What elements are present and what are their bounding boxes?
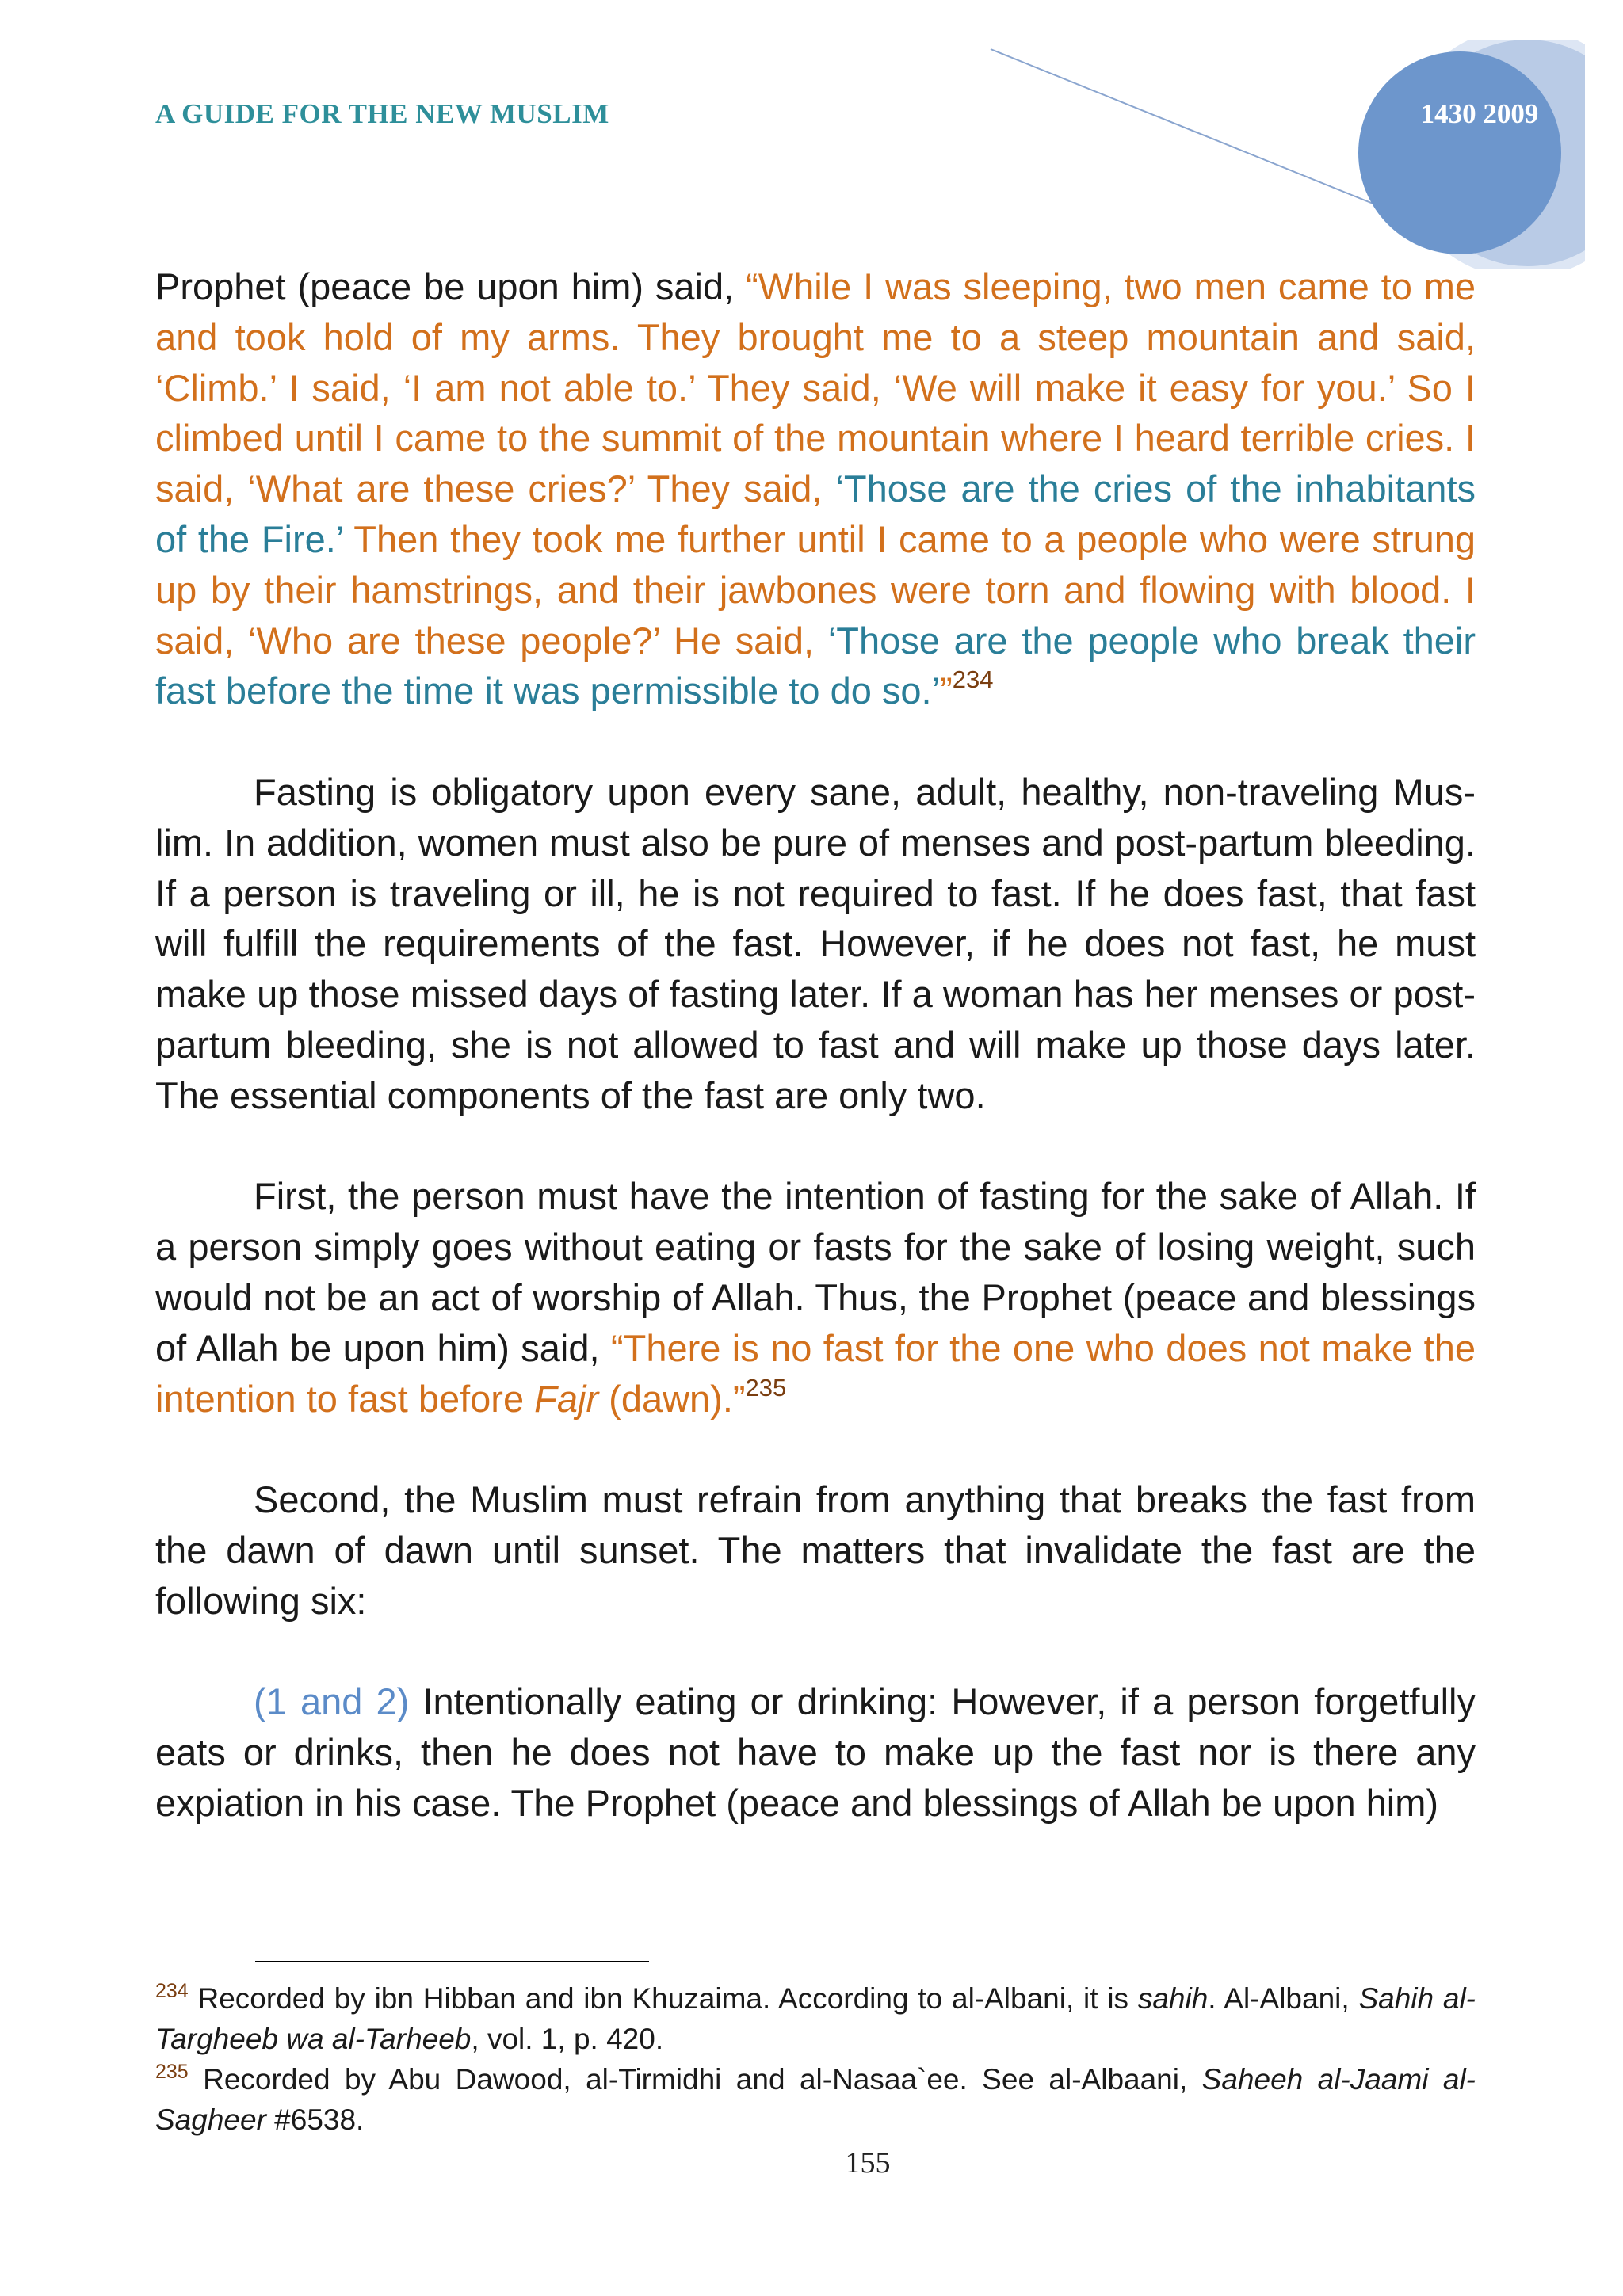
quote-italic: Fajr: [534, 1377, 599, 1420]
quote-text: “While I was sleeping, two men came to me and took hold of my arms. They brought me to a steep mountain and said, ‘Climb.’ I said, ‘I am not able to.’ They said, ‘We will make it easy for you.’ So I climbed until I came to the summit of the mountain where I heard terrible cries. I said, ‘What are these cries?’ They said,: [155, 265, 1476, 510]
paragraph-obligation: Fasting is obligatory upon every sane, adult, healthy, non-traveling Muslim. In addition, women must also be pure of menses and post-partum bleeding. If a person is traveling or ill, he is not required to fast. If he does fast, that fast will fulfill the requirements of the fast. However, if he does not fast, he must make up those missed days of fasting later. If a woman has her menses or post-partum bleeding, she is not allowed to fast and will make up those days later. The essential components of the fast are only two.: [155, 770, 1476, 1116]
footnote-ref-234[interactable]: 234: [952, 666, 994, 694]
paragraph-refrain: Second, the Muslim must refrain from anything that breaks the fast from the dawn of dawn until sunset. The matters that invalidate the fast are the following six:: [155, 1478, 1476, 1622]
footnote-235: [155, 2059, 1476, 2140]
quote-text-alt: ‘Those are the cries of the inhabitants of the Fire.’: [155, 467, 1476, 560]
footnote-text: Recorded by ibn Hibban and ibn Khuzaima. According to al-Albani, it is: [188, 1982, 1138, 2015]
header-diagonal-line: [991, 49, 1379, 206]
footnote-text: Recorded by Abu Dawood, al-Tirmidhi and al-Nasaa`ee. See al-Albaani,: [188, 2063, 1202, 2096]
paragraph-text: First, the person must have the intention of fasting for the sake of Allah. If a person simply goes without eating or fasts for the sake of losing weight, such would not be an act of worship of Allah. Thus, the Prophet (peace and blessings of Allah be upon him) said,: [155, 1175, 1476, 1369]
header-decoration: [983, 40, 1585, 269]
footnote-234: [155, 1978, 1476, 2059]
footnote-italic: Sahih al-Targheeb wa al-Tarheeb: [155, 1982, 1476, 2055]
header-circle: [1358, 51, 1561, 254]
footnote-number: 235: [155, 2061, 189, 2083]
header-year: 1430 2009: [1420, 98, 1539, 129]
page-body: [155, 261, 1476, 1879]
footnote-text: . Al-Albani,: [1208, 1982, 1359, 2015]
quote-close: ”: [940, 669, 953, 712]
footnote-text: , vol. 1, p. 420.: [471, 2023, 664, 2055]
header-title: A GUIDE FOR THE NEW MUSLIM: [155, 98, 609, 129]
quote-text: (dawn).”: [598, 1377, 746, 1420]
quote-text: “There is no fast for the one who does not make the intention to fast before: [155, 1326, 1476, 1420]
footnote-divider: [255, 1961, 649, 1962]
paragraph-eating-drinking: [155, 1676, 1476, 1828]
paragraph-text: Prophet (peace be upon him) said,: [155, 265, 747, 307]
quote-text: Then they took me further until I came to a people who were strung up by their hamstrings, and their jawbones were torn and flowing with blood. I said, ‘Who are these people?’ He said,: [155, 517, 1476, 662]
paragraph-text: Intentionally eating or drinking: However, if a person forgetfully eats or drinks, then he does not have to make up the fast nor is there any expiation in his case. The Prophet (peace and blessings of Allah be upon him): [155, 1680, 1476, 1824]
footnote-ref-235[interactable]: 235: [745, 1373, 787, 1402]
page-number: 155: [845, 2146, 891, 2180]
paragraph-intention: [155, 1171, 1476, 1424]
footnote-italic: Saheeh al-Jaami al-Sagheer: [155, 2063, 1476, 2136]
footnote-text: #6538.: [265, 2103, 365, 2136]
footnote-number: 234: [155, 1980, 189, 2002]
footnote-italic: sahih: [1137, 1982, 1209, 2015]
paragraph-hadith-quote: [155, 261, 1476, 716]
footnotes: [155, 1978, 1476, 2140]
item-number-label: (1 and 2): [254, 1680, 410, 1723]
quote-text-alt: ‘Those are the people who break their fast before the time it was permissible to do so.’: [155, 619, 1476, 712]
